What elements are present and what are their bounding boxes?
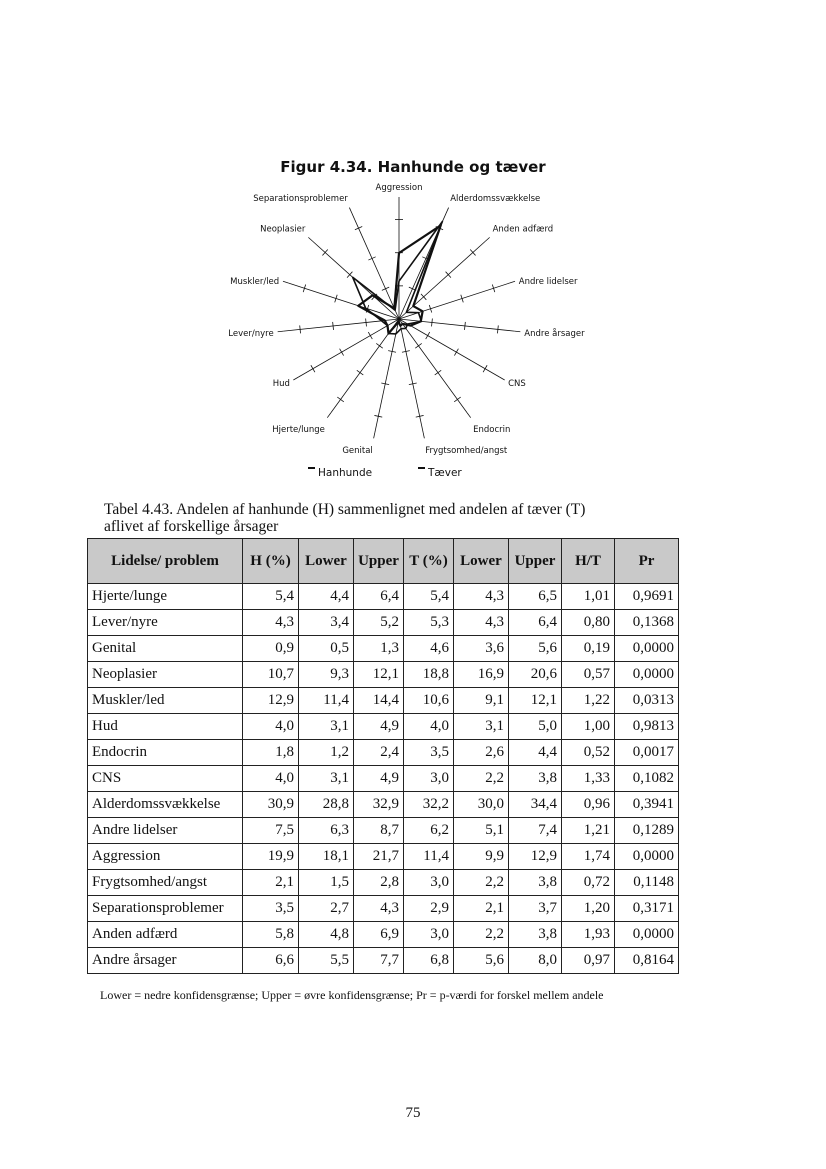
table-cell: 5,3 xyxy=(404,610,454,636)
table-cell: 2,8 xyxy=(354,870,404,896)
radar-tick-mark xyxy=(426,332,430,339)
table-cell: 3,6 xyxy=(454,636,509,662)
table-cell: 3,0 xyxy=(404,922,454,948)
table-cell: 3,1 xyxy=(454,714,509,740)
table-cell: 0,0000 xyxy=(615,844,679,870)
table-cell: 30,9 xyxy=(243,792,299,818)
table-cell: 9,9 xyxy=(454,844,509,870)
table-caption: Tabel 4.43. Andelen af hanhunde (H) sammenlignet med andelen af tæver (T) aflivet af forskellige årsager xyxy=(104,501,586,535)
radar-label-leader xyxy=(308,237,312,241)
table-row xyxy=(88,766,679,792)
table-cell: 7,5 xyxy=(243,818,299,844)
table-row-label: Muskler/led xyxy=(88,688,243,714)
table-cell: 3,0 xyxy=(404,870,454,896)
radar-axes xyxy=(284,203,515,432)
table-cell: 1,20 xyxy=(562,896,615,922)
table-cell: 2,4 xyxy=(354,740,404,766)
table-cell: 6,5 xyxy=(509,584,562,610)
table-cell: 18,1 xyxy=(299,844,354,870)
table-cell: 18,8 xyxy=(404,662,454,688)
radar-label-leader xyxy=(283,281,289,283)
table-row-label: Neoplasier xyxy=(88,662,243,688)
table-cell: 3,8 xyxy=(509,922,562,948)
table-row-label: CNS xyxy=(88,766,243,792)
radar-axis-label: Genital xyxy=(342,446,373,457)
table-cell: 0,1148 xyxy=(615,870,679,896)
radar-axis-label: Muskler/led xyxy=(230,277,280,288)
table-cell: 0,5 xyxy=(299,636,354,662)
table-cell: 2,2 xyxy=(454,922,509,948)
table-row xyxy=(88,922,679,948)
table-cell: 0,1289 xyxy=(615,818,679,844)
table-row-label: Frygtsomhed/angst xyxy=(88,870,243,896)
table-cell: 32,2 xyxy=(404,792,454,818)
radar-tick-mark xyxy=(333,322,334,330)
table-cell: 6,6 xyxy=(243,948,299,974)
table-cell: 4,9 xyxy=(354,714,404,740)
table-row xyxy=(88,740,679,766)
table-cell: 3,8 xyxy=(509,766,562,792)
table-cell: 8,7 xyxy=(354,818,404,844)
radar-axis-label: Andre årsager xyxy=(524,329,585,340)
table-cell: 6,2 xyxy=(404,818,454,844)
radar-label-leader xyxy=(485,237,489,241)
table-row-label: Aggression xyxy=(88,844,243,870)
radar-axis-label: Andre lidelser xyxy=(518,277,578,288)
table-cell: 10,6 xyxy=(404,688,454,714)
table-cell: 10,7 xyxy=(243,662,299,688)
radar-tick-mark xyxy=(337,397,343,402)
table-cell: 1,33 xyxy=(562,766,615,792)
table-cell: 6,4 xyxy=(509,610,562,636)
table-cell: 5,4 xyxy=(404,584,454,610)
radar-tick-mark xyxy=(376,343,382,348)
radar-axis-label: Frygtsomhed/angst xyxy=(425,446,508,457)
table-cell: 2,2 xyxy=(454,870,509,896)
table-row-label: Andre lidelser xyxy=(88,818,243,844)
table-cell: 12,1 xyxy=(509,688,562,714)
radar-tick-mark xyxy=(357,370,363,375)
table-header-cell: H (%) xyxy=(243,539,299,584)
legend-label: Hanhunde xyxy=(318,467,373,479)
table-cell: 5,6 xyxy=(454,948,509,974)
radar-chart xyxy=(0,0,826,500)
table-cell: 4,3 xyxy=(454,610,509,636)
table-header-cell: Pr xyxy=(615,539,679,584)
table-header-cell: Lidelse/ problem xyxy=(88,539,243,584)
table-cell: 3,5 xyxy=(404,740,454,766)
radar-tick-mark xyxy=(368,257,375,260)
table-cell: 1,3 xyxy=(354,636,404,662)
table-cell: 2,1 xyxy=(243,870,299,896)
table-cell: 19,9 xyxy=(243,844,299,870)
table-cell: 12,9 xyxy=(243,688,299,714)
table-row xyxy=(88,714,679,740)
radar-tick-mark xyxy=(382,287,389,290)
table-cell: 32,9 xyxy=(354,792,404,818)
radar-tick-mark xyxy=(432,318,433,326)
table-cell: 4,4 xyxy=(509,740,562,766)
table-cell: 4,6 xyxy=(404,636,454,662)
table-header-cell: H/T xyxy=(562,539,615,584)
table-cell: 34,4 xyxy=(509,792,562,818)
table-row-label: Anden adfærd xyxy=(88,922,243,948)
table-cell: 4,4 xyxy=(299,584,354,610)
table-cell: 1,21 xyxy=(562,818,615,844)
radar-tick-mark xyxy=(454,397,460,402)
table-cell: 3,0 xyxy=(404,766,454,792)
table-cell: 5,5 xyxy=(299,948,354,974)
table-cell: 2,9 xyxy=(404,896,454,922)
table-row xyxy=(88,870,679,896)
table-row xyxy=(88,584,679,610)
table-cell: 21,7 xyxy=(354,844,404,870)
table-cell: 4,0 xyxy=(243,714,299,740)
table-cell: 3,1 xyxy=(299,714,354,740)
table-cell: 3,8 xyxy=(509,870,562,896)
table-row-label: Hjerte/lunge xyxy=(88,584,243,610)
table-row xyxy=(88,610,679,636)
table-cell: 4,8 xyxy=(299,922,354,948)
radar-axis-label: Alderdomssvækkelse xyxy=(450,193,541,204)
table-cell: 4,0 xyxy=(404,714,454,740)
radar-tick-mark xyxy=(368,332,372,339)
table-cell: 4,3 xyxy=(243,610,299,636)
table-cell: 1,5 xyxy=(299,870,354,896)
table-cell: 0,3171 xyxy=(615,896,679,922)
radar-axis-label: Neoplasier xyxy=(260,224,306,235)
radar-tick-mark xyxy=(497,325,498,333)
radar-axis-label: Anden adfærd xyxy=(492,224,554,235)
figure-title: Figur 4.34. Hanhunde og tæver xyxy=(280,158,546,176)
radar-label-leader xyxy=(278,331,284,332)
table-cell: 0,1368 xyxy=(615,610,679,636)
table-cell: 1,01 xyxy=(562,584,615,610)
table-row xyxy=(88,688,679,714)
table-cell: 6,3 xyxy=(299,818,354,844)
radar-axis-label: CNS xyxy=(508,379,526,389)
radar-label-leader xyxy=(349,208,351,213)
table-cell: 14,4 xyxy=(354,688,404,714)
table-cell: 6,9 xyxy=(354,922,404,948)
table-cell: 0,0000 xyxy=(615,662,679,688)
table-cell: 3,1 xyxy=(299,766,354,792)
radar-tick-mark xyxy=(366,318,367,326)
table-cell: 2,7 xyxy=(299,896,354,922)
table-row-label: Alderdomssvækkelse xyxy=(88,792,243,818)
table-row-label: Endocrin xyxy=(88,740,243,766)
table-cell: 5,6 xyxy=(509,636,562,662)
radar-label-leader xyxy=(293,377,298,380)
radar-label-leader xyxy=(374,432,375,438)
radar-axis-label: Aggression xyxy=(375,183,423,193)
table-row xyxy=(88,844,679,870)
table-cell: 6,8 xyxy=(404,948,454,974)
table-cell: 4,9 xyxy=(354,766,404,792)
radar-tick-mark xyxy=(340,349,344,356)
table-cell: 5,0 xyxy=(509,714,562,740)
table-cell: 3,5 xyxy=(243,896,299,922)
radar-label-leader xyxy=(514,331,520,332)
radar-legend xyxy=(308,467,462,479)
table-cell: 5,2 xyxy=(354,610,404,636)
table-cell: 2,6 xyxy=(454,740,509,766)
table-footnote: Lower = nedre konfidensgrænse; Upper = øvre konfidensgrænse; Pr = p-værdi for forskel mellem andele xyxy=(100,988,604,1002)
table-cell: 0,52 xyxy=(562,740,615,766)
data-table xyxy=(87,538,679,974)
table-row xyxy=(88,818,679,844)
table-row xyxy=(88,896,679,922)
radar-tick-mark xyxy=(435,370,441,375)
table-cell: 0,0017 xyxy=(615,740,679,766)
table-cell: 1,2 xyxy=(299,740,354,766)
table-cell: 9,1 xyxy=(454,688,509,714)
table-row-label: Genital xyxy=(88,636,243,662)
table-row xyxy=(88,792,679,818)
table-cell: 0,72 xyxy=(562,870,615,896)
table-cell: 30,0 xyxy=(454,792,509,818)
table-header-cell: Upper xyxy=(509,539,562,584)
radar-label-leader xyxy=(423,432,424,438)
table-cell: 0,80 xyxy=(562,610,615,636)
table-cell: 0,3941 xyxy=(615,792,679,818)
table-cell: 0,19 xyxy=(562,636,615,662)
table-cell: 0,8164 xyxy=(615,948,679,974)
table-cell: 6,4 xyxy=(354,584,404,610)
table-cell: 0,0000 xyxy=(615,636,679,662)
table-cell: 2,1 xyxy=(454,896,509,922)
table-cell: 0,57 xyxy=(562,662,615,688)
radar-axis-label: Separationsproblemer xyxy=(253,193,348,204)
table-cell: 20,6 xyxy=(509,662,562,688)
table-cell: 5,1 xyxy=(454,818,509,844)
table-header-cell: Lower xyxy=(299,539,354,584)
table-row-label: Andre årsager xyxy=(88,948,243,974)
table-row-label: Lever/nyre xyxy=(88,610,243,636)
table-cell: 0,1082 xyxy=(615,766,679,792)
table-cell: 11,4 xyxy=(404,844,454,870)
radar-tick-mark xyxy=(300,325,301,333)
radar-label-leader xyxy=(467,413,471,418)
table-header-row xyxy=(88,539,679,584)
table-row xyxy=(88,948,679,974)
table-cell: 12,9 xyxy=(509,844,562,870)
table-cell: 9,3 xyxy=(299,662,354,688)
radar-axis-label: Lever/nyre xyxy=(228,329,274,340)
table-cell: 12,1 xyxy=(354,662,404,688)
radar-series xyxy=(353,222,443,334)
table-cell: 0,97 xyxy=(562,948,615,974)
table-row xyxy=(88,636,679,662)
radar-axis-label: Hjerte/lunge xyxy=(272,424,325,435)
table-cell: 0,9691 xyxy=(615,584,679,610)
table-cell: 1,8 xyxy=(243,740,299,766)
table-header-cell: T (%) xyxy=(404,539,454,584)
radar-axis-line xyxy=(399,241,485,319)
table-cell: 5,8 xyxy=(243,922,299,948)
table-cell: 7,7 xyxy=(354,948,404,974)
radar-tick-mark xyxy=(415,343,421,348)
legend-label: Tæver xyxy=(428,467,462,479)
radar-label-leader xyxy=(499,377,504,380)
table-cell: 5,4 xyxy=(243,584,299,610)
radar-label-leader xyxy=(327,413,331,418)
table-cell: 1,00 xyxy=(562,714,615,740)
radar-axis-line xyxy=(352,213,399,319)
table-cell: 0,9 xyxy=(243,636,299,662)
radar-axis-label: Hud xyxy=(272,379,290,389)
page-number: 75 xyxy=(405,1105,421,1121)
table-body xyxy=(88,584,679,974)
radar-label-leader xyxy=(509,281,515,283)
table-row-label: Separationsproblemer xyxy=(88,896,243,922)
table-row xyxy=(88,662,679,688)
table-cell: 2,2 xyxy=(454,766,509,792)
table-header-cell: Lower xyxy=(454,539,509,584)
table-cell: 4,0 xyxy=(243,766,299,792)
table-cell: 3,4 xyxy=(299,610,354,636)
radar-label-leader xyxy=(446,208,448,213)
table-cell: 3,7 xyxy=(509,896,562,922)
table-cell: 0,0313 xyxy=(615,688,679,714)
table-cell: 8,0 xyxy=(509,948,562,974)
table-cell: 11,4 xyxy=(299,688,354,714)
table-row-label: Hud xyxy=(88,714,243,740)
table-cell: 0,0000 xyxy=(615,922,679,948)
radar-tick-mark xyxy=(465,322,466,330)
radar-axis-label: Endocrin xyxy=(473,424,511,435)
table-cell: 0,96 xyxy=(562,792,615,818)
radar-tick-mark xyxy=(311,365,315,372)
table-cell: 0,9813 xyxy=(615,714,679,740)
table-cell: 7,4 xyxy=(509,818,562,844)
table-cell: 1,93 xyxy=(562,922,615,948)
table-cell: 4,3 xyxy=(454,584,509,610)
radar-tick-mark xyxy=(454,349,458,356)
table-cell: 4,3 xyxy=(354,896,404,922)
radar-tick-mark xyxy=(355,227,362,230)
radar-tick-mark xyxy=(483,365,487,372)
table-cell: 1,74 xyxy=(562,844,615,870)
table-header-cell: Upper xyxy=(354,539,404,584)
table-cell: 28,8 xyxy=(299,792,354,818)
table-cell: 1,22 xyxy=(562,688,615,714)
table-cell: 16,9 xyxy=(454,662,509,688)
